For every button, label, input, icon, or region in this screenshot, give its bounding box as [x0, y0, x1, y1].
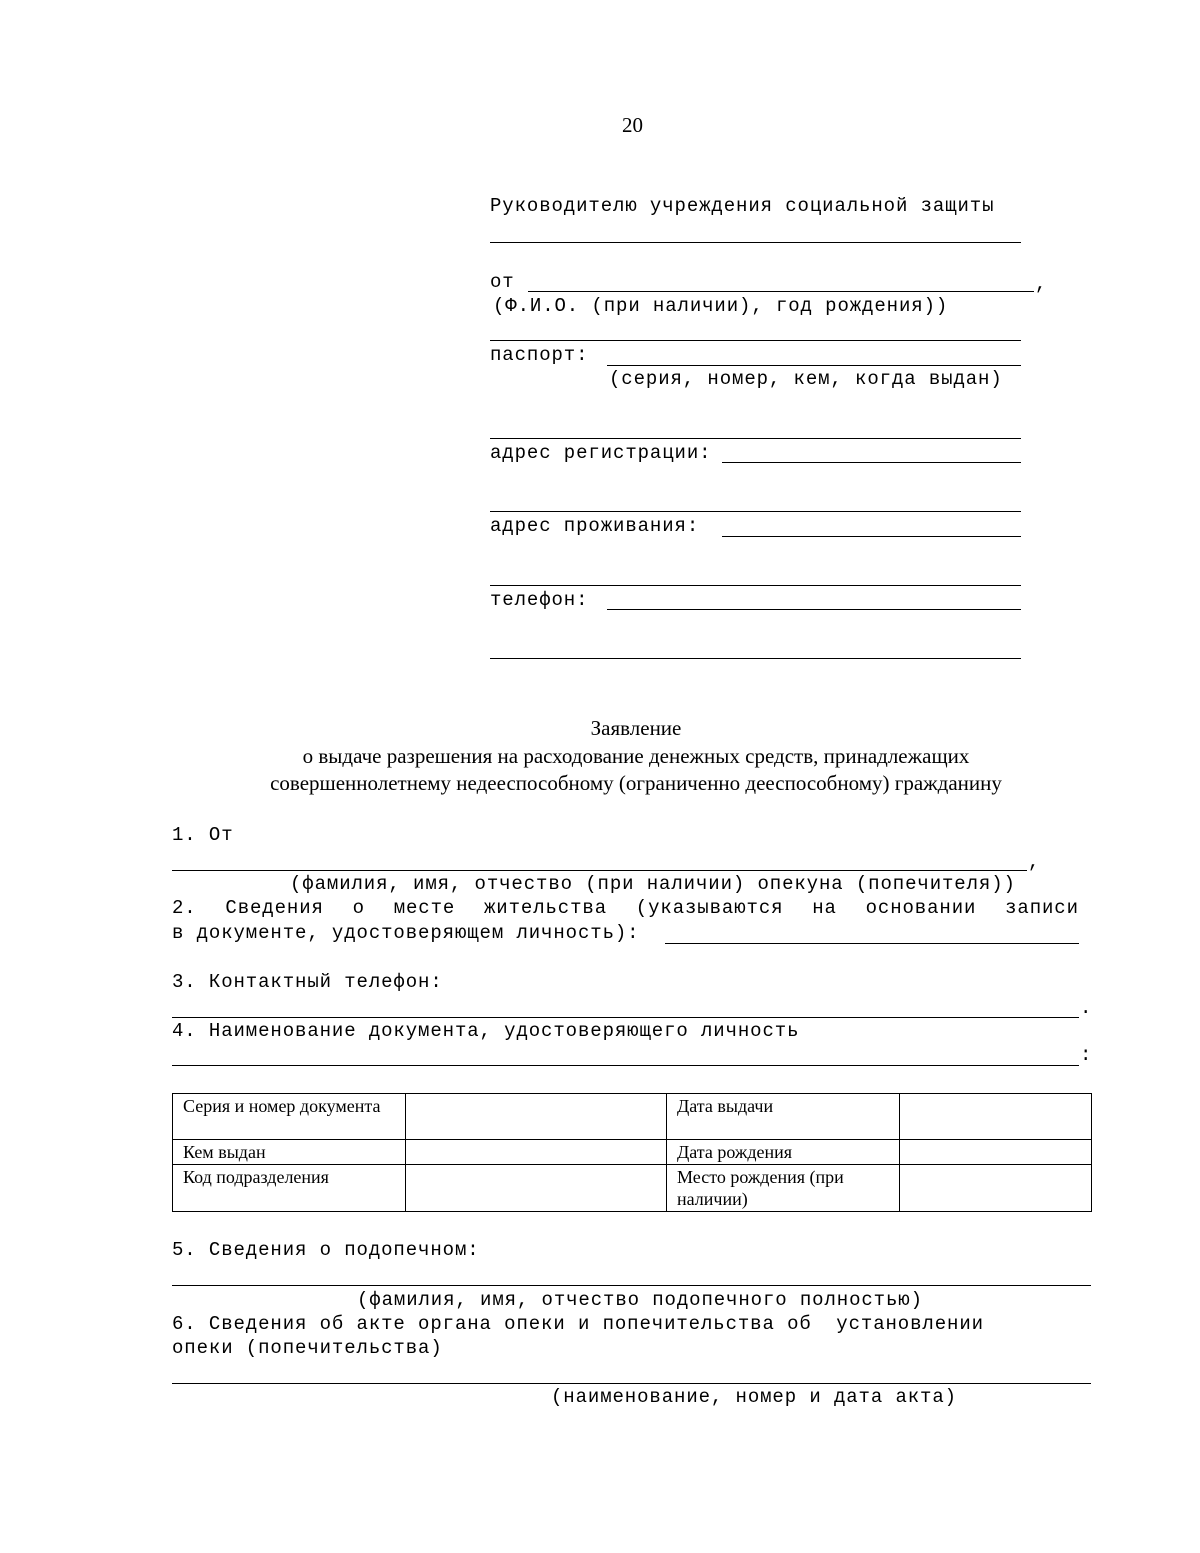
item2-word: основании: [865, 897, 977, 919]
registration-extra-underline: [490, 511, 1021, 512]
item1-hint: (фамилия, имя, отчество (при наличии) опекуна (попечителя)): [290, 873, 1016, 895]
from-comma: ,: [1035, 273, 1048, 295]
item3-dot: .: [1080, 997, 1093, 1019]
page-number: 20: [622, 113, 643, 137]
passport-hint: (серия, номер, кем, когда выдан): [609, 368, 1003, 390]
item6-hint: (наименование, номер и дата акта): [551, 1386, 957, 1408]
item5-hint: (фамилия, имя, отчество подопечного полностью): [357, 1289, 923, 1311]
item2-line1: [172, 896, 1079, 920]
registration-underline: [722, 462, 1021, 463]
residence-extra-underline: [490, 585, 1021, 586]
item2-underline: [665, 943, 1079, 944]
fio-underline: [490, 340, 1021, 341]
item4-label: 4. Наименование документа, удостоверяющего личность: [172, 1020, 800, 1042]
table-row: [173, 1165, 1092, 1212]
item6-line1: 6. Сведения об акте органа опеки и попечительства об установлении: [172, 1313, 984, 1335]
item2-word: месте: [393, 897, 456, 919]
addressee-text: Руководителю учреждения социальной защиты: [490, 195, 995, 217]
item6-line2: опеки (попечительства): [172, 1337, 443, 1359]
item3-underline: [172, 1017, 1079, 1018]
table-cell-value: [900, 1140, 1092, 1165]
item2-word: Сведения: [225, 897, 324, 919]
from-underline: [528, 291, 1034, 292]
phone-extra-underline: [490, 658, 1021, 659]
table-cell-label: Дата выдачи: [667, 1094, 900, 1140]
table-cell-value: [900, 1165, 1092, 1212]
table-cell-label: Дата рождения: [667, 1140, 900, 1165]
passport-label: паспорт:: [490, 344, 589, 366]
passport-extra-underline: [490, 438, 1021, 439]
document-details-table: [172, 1093, 1092, 1212]
item2-word: 2.: [172, 897, 197, 919]
table-cell-label: Кем выдан: [173, 1140, 406, 1165]
document-subtitle-line2: совершеннолетнему недееспособному (ограниченно дееспособному) гражданину: [270, 771, 1002, 795]
item1-comma: ,: [1028, 851, 1041, 873]
item5-label: 5. Сведения о подопечном:: [172, 1239, 480, 1261]
registration-label: адрес регистрации:: [490, 442, 712, 464]
item4-underline: [172, 1065, 1079, 1066]
fio-hint: (Ф.И.О. (при наличии), год рождения)): [493, 295, 949, 317]
from-label: от: [490, 271, 515, 293]
document-subtitle-line1: о выдаче разрешения на расходование денежных средств, принадлежащих: [302, 744, 970, 768]
phone-label: телефон:: [490, 589, 589, 611]
item2-word: жительства: [483, 897, 608, 919]
document-title: Заявление: [590, 716, 682, 740]
item1-underline: [172, 870, 1027, 871]
table-cell-value: [900, 1094, 1092, 1140]
table-row: [173, 1140, 1092, 1165]
item6-underline: [172, 1383, 1091, 1384]
item4-colon: :: [1080, 1044, 1093, 1066]
addressee-underline: [490, 242, 1021, 243]
table-cell-value: [406, 1140, 667, 1165]
table-cell-value: [406, 1094, 667, 1140]
item2-word: записи: [1005, 897, 1079, 919]
table-cell-label: Код подразделения: [173, 1165, 406, 1212]
table-cell-label: Серия и номер документа: [173, 1094, 406, 1140]
item2-line2: в документе, удостоверяющем личность):: [172, 922, 640, 944]
item1-label: 1. От: [172, 824, 234, 846]
item2-word: о: [352, 897, 365, 919]
item3-label: 3. Контактный телефон:: [172, 971, 443, 993]
item2-word: (указываются: [635, 897, 784, 919]
item2-word: на: [812, 897, 837, 919]
residence-label: адрес проживания:: [490, 515, 700, 537]
table-cell-value: [406, 1165, 667, 1212]
residence-underline: [722, 536, 1021, 537]
phone-underline: [607, 609, 1021, 610]
table-row: [173, 1094, 1092, 1140]
item5-underline: [172, 1285, 1091, 1286]
passport-underline: [607, 365, 1021, 366]
table-cell-label: Место рождения (при наличии): [667, 1165, 900, 1212]
